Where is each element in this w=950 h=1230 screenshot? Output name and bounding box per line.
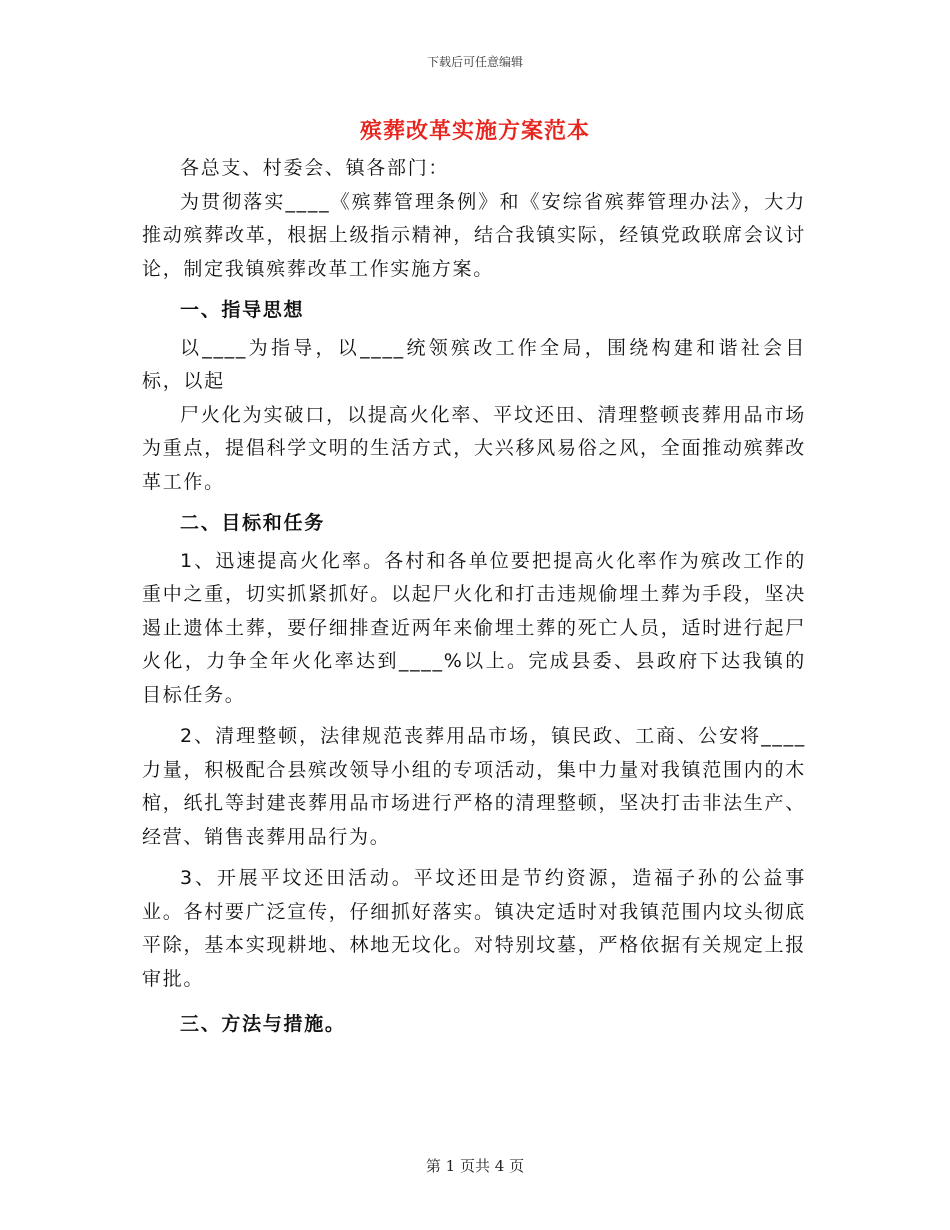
section-heading-guiding-thought: 一、指导思想: [180, 299, 305, 321]
document-title: 殡葬改革实施方案范本: [359, 119, 590, 144]
section-heading-methods: 三、方法与措施。: [180, 1013, 346, 1035]
goal-item-1: 1、迅速提高火化率。各村和各单位要把提高火化率作为殡改工作的重中之重，切实抓紧抓好。以起尸火化和打击违规偷埋土葬为手段，坚决遏止遗体土葬，要仔细排查近两年来偷埋土葬的死亡人员，适时进行起尸火化，力争全年火化率达到____%以上。完成县委、县政府下达我镇的目标任务。: [142, 549, 806, 706]
guiding-thought-paragraph-1: 以____为指导，以____统领殡改工作全局，围绕构建和谐社会目标，以起: [142, 336, 806, 392]
goal-item-2: 2、清理整顿，法律规范丧葬用品市场，镇民政、工商、公安将____力量，积极配合县殡改领导小组的专项活动，集中力量对我镇范围内的木棺，纸扎等封建丧葬用品市场进行严格的清理整顿，坚决打击非法生产、经营、销售丧葬用品行为。: [142, 725, 806, 848]
salutation: 各总支、村委会、镇各部门：: [180, 157, 450, 179]
guiding-thought-paragraph-2: 尸火化为实破口，以提高火化率、平坟还田、清理整顿丧葬用品市场为重点，提倡科学文明的生活方式，大兴移风易俗之风，全面推动殡葬改革工作。: [142, 403, 806, 493]
page-footer: 第 1 页共 4 页: [425, 1157, 525, 1175]
intro-paragraph: 为贯彻落实____《殡葬管理条例》和《安综省殡葬管理办法》，大力推动殡葬改革，根据上级指示精神，结合我镇实际，经镇党政联席会议讨论，制定我镇殡葬改革工作实施方案。: [142, 190, 806, 280]
document-body: [142, 152, 806, 1046]
page-header: 下载后可任意编辑: [426, 55, 523, 69]
section-heading-goals: 二、目标和任务: [180, 512, 325, 534]
goal-item-3: 3、开展平坟还田活动。平坟还田是节约资源，造福子孙的公益事业。各村要广泛宣传，仔细抓好落实。镇决定适时对我镇范围内坟头彻底平除，基本实现耕地、林地无坟化。对特别坟墓，严格依据有关规定上报审批。: [142, 867, 806, 990]
